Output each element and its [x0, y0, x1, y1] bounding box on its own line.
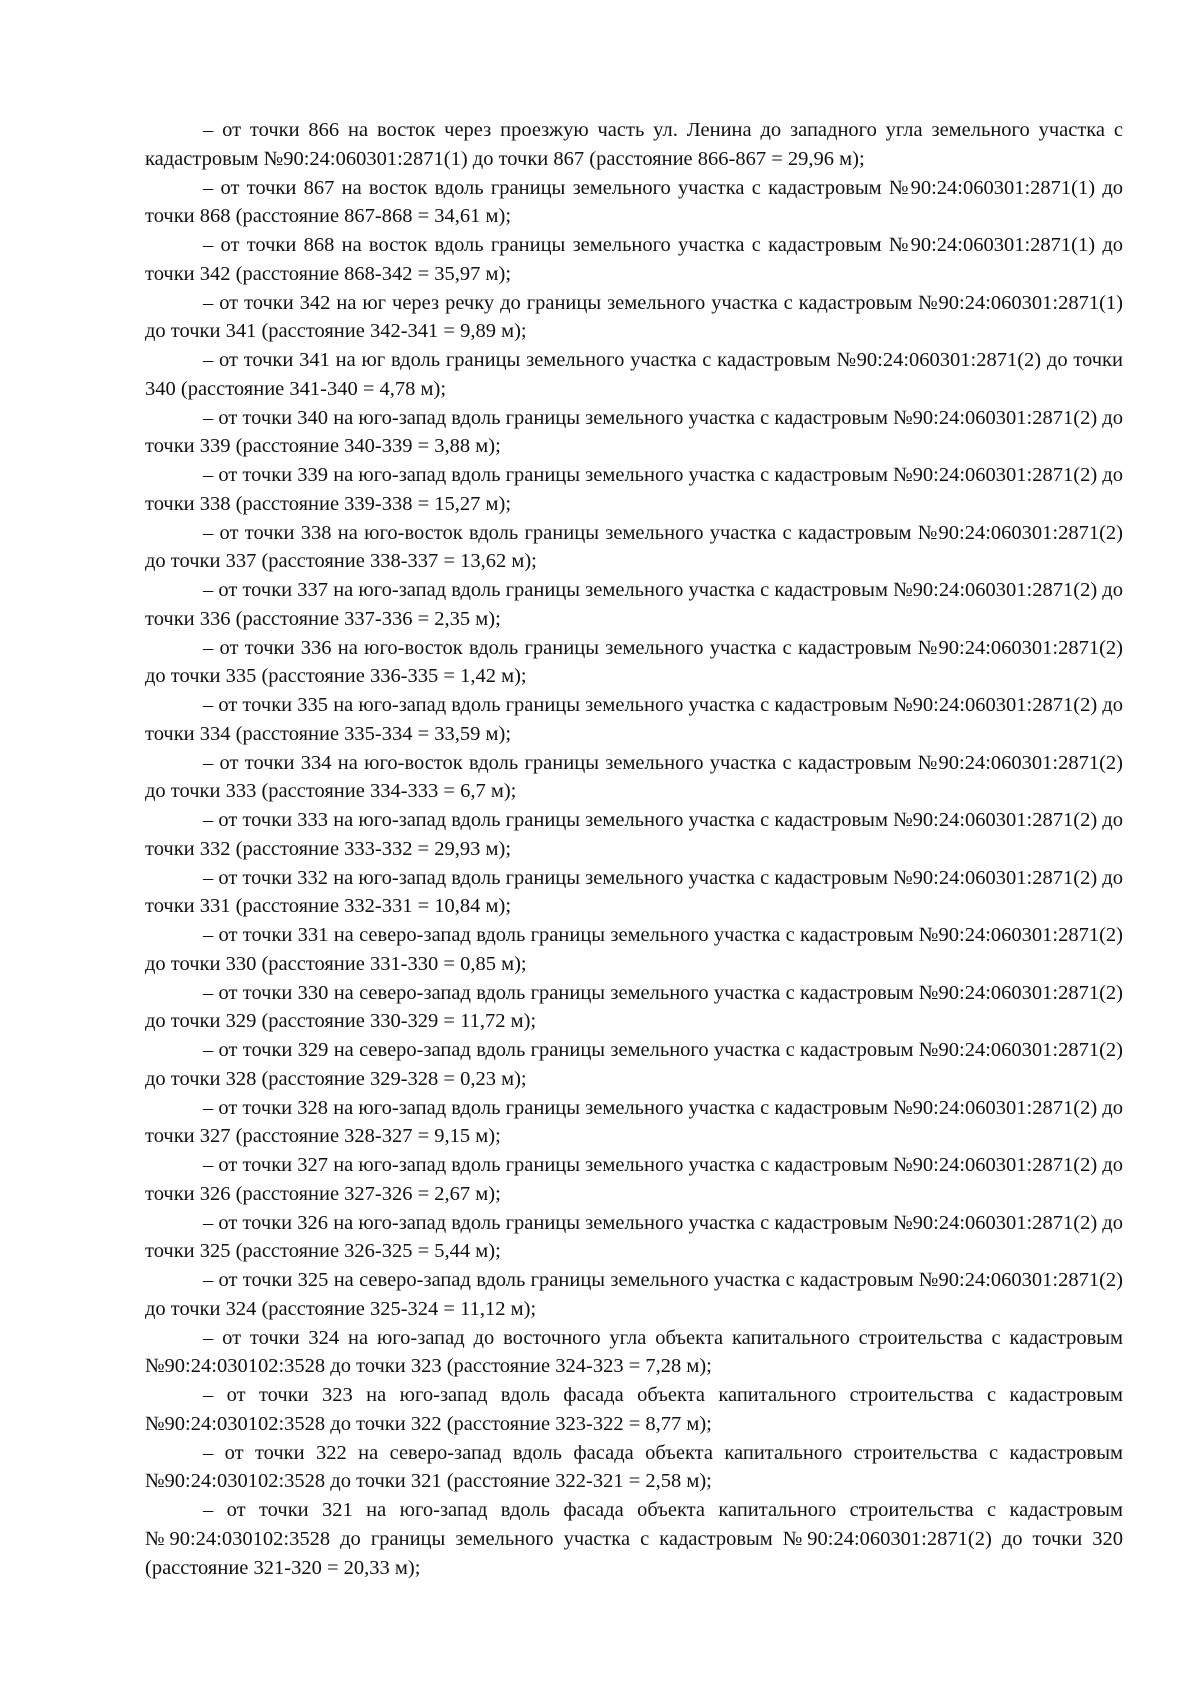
paragraph-336-335: – от точки 336 на юго-восток вдоль границы земельного участка с кадастровым №90:24:060301:2871(2) до точки 335 (расстояние 336-335 = 1,42 м);	[145, 636, 1123, 688]
paragraph-335-334: – от точки 335 на юго-запад вдоль границы земельного участка с кадастровым №90:24:060301:2871(2) до точки 334 (расстояние 335-334 = 33,59 м);	[145, 694, 1123, 745]
paragraph-323-322: – от точки 323 на юго-запад вдоль фасада объекта капитального строительства с кадастровым №90:24:030102:3528 до точки 322 (расстояние 323-322 = 8,77 м);	[145, 1384, 1123, 1435]
document-page	[145, 116, 1123, 1582]
paragraph-328-327: – от точки 328 на юго-запад вдоль границы земельного участка с кадастровым №90:24:060301:2871(2) до точки 327 (расстояние 328-327 = 9,15 м);	[145, 1096, 1123, 1148]
paragraph-326-325: – от точки 326 на юго-запад вдоль границы земельного участка с кадастровым №90:24:060301:2871(2) до точки 325 (расстояние 326-325 = 5,44 м);	[145, 1211, 1123, 1263]
paragraph-322-321: – от точки 322 на северо-запад вдоль фасада объекта капитального строительства с кадастровым №90:24:030102:3528 до точки 321 (расстояние 322-321 = 2,58 м);	[145, 1441, 1123, 1493]
paragraph-333-332: – от точки 333 на юго-запад вдоль границы земельного участка с кадастровым №90:24:060301:2871(2) до точки 332 (расстояние 333-332 = 29,93 м);	[145, 809, 1123, 860]
paragraph-324-323: – от точки 324 на юго-запад до восточного угла объекта капитального строительства с кадастровым №90:24:030102:3528 до точки 323 (расстояние 324-323 = 7,28 м);	[145, 1326, 1123, 1378]
paragraph-331-330: – от точки 331 на северо-запад вдоль границы земельного участка с кадастровым №90:24:060301:2871(2) до точки 330 (расстояние 331-330 = 0,85 м);	[145, 924, 1123, 975]
paragraph-341-340: – от точки 341 на юг вдоль границы земельного участка с кадастровым №90:24:060301:2871(2) до точки 340 (расстояние 341-340 = 4,78 м);	[145, 349, 1123, 400]
paragraph-334-333: – от точки 334 на юго-восток вдоль границы земельного участка с кадастровым №90:24:060301:2871(2) до точки 333 (расстояние 334-333 = 6,7 м);	[145, 751, 1123, 803]
paragraph-332-331: – от точки 332 на юго-запад вдоль границы земельного участка с кадастровым №90:24:060301:2871(2) до точки 331 (расстояние 332-331 = 10,84 м);	[145, 866, 1123, 918]
paragraph-342-341: – от точки 342 на юг через речку до границы земельного участка с кадастровым №90:24:060301:2871(1) до точки 341 (расстояние 342-341 = 9,89 м);	[145, 291, 1123, 343]
paragraph-327-326: – от точки 327 на юго-запад вдоль границы земельного участка с кадастровым №90:24:060301:2871(2) до точки 326 (расстояние 327-326 = 2,67 м);	[145, 1154, 1123, 1205]
paragraph-337-336: – от точки 337 на юго-запад вдоль границы земельного участка с кадастровым №90:24:060301:2871(2) до точки 336 (расстояние 337-336 = 2,35 м);	[145, 579, 1123, 630]
paragraph-325-324: – от точки 325 на северо-запад вдоль границы земельного участка с кадастровым №90:24:060301:2871(2) до точки 324 (расстояние 325-324 = 11,12 м);	[145, 1269, 1123, 1320]
paragraph-340-339: – от точки 340 на юго-запад вдоль границы земельного участка с кадастровым №90:24:060301:2871(2) до точки 339 (расстояние 340-339 = 3,88 м);	[145, 406, 1123, 458]
paragraph-338-337: – от точки 338 на юго-восток вдоль границы земельного участка с кадастровым №90:24:060301:2871(2) до точки 337 (расстояние 338-337 = 13,62 м);	[145, 521, 1123, 573]
paragraph-329-328: – от точки 329 на северо-запад вдоль границы земельного участка с кадастровым №90:24:060301:2871(2) до точки 328 (расстояние 329-328 = 0,23 м);	[145, 1039, 1123, 1090]
paragraph-330-329: – от точки 330 на северо-запад вдоль границы земельного участка с кадастровым №90:24:060301:2871(2) до точки 329 (расстояние 330-329 = 11,72 м);	[145, 981, 1123, 1033]
paragraph-866-867: – от точки 866 на восток через проезжую часть ул. Ленина до западного угла земельного участка с кадастровым №90:24:060301:2871(1) до точки 867 (расстояние 866-867 = 29,96 м);	[145, 119, 1123, 170]
paragraph-867-868: – от точки 867 на восток вдоль границы земельного участка с кадастровым №90:24:060301:2871(1) до точки 868 (расстояние 867-868 = 34,61 м);	[145, 176, 1123, 228]
paragraph-339-338: – от точки 339 на юго-запад вдоль границы земельного участка с кадастровым №90:24:060301:2871(2) до точки 338 (расстояние 339-338 = 15,27 м);	[145, 464, 1123, 515]
paragraph-321-320: – от точки 321 на юго-запад вдоль фасада объекта капитального строительства с кадастровым №90:24:030102:3528 до границы земельного участка с кадастровым №90:24:060301:2871(2) до точки 320 (расстояние 321-320 = 20,33 м);	[145, 1499, 1123, 1579]
paragraph-868-342: – от точки 868 на восток вдоль границы земельного участка с кадастровым №90:24:060301:2871(1) до точки 342 (расстояние 868-342 = 35,97 м);	[145, 234, 1123, 285]
